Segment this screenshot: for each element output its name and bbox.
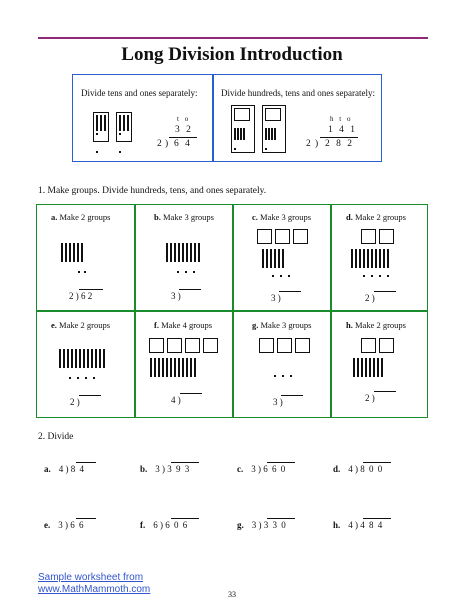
footer-line2[interactable]: www.MathMammoth.com [38, 584, 151, 595]
intro-right-bracket: ) [315, 139, 319, 149]
cell-g-bar [281, 395, 303, 396]
intro-right-bar [320, 137, 358, 138]
cell-a-header: a. Make 2 groups [51, 212, 111, 222]
problem-d: d. 4 ) 8 0 0 [333, 464, 384, 474]
cell-e-tens [59, 349, 107, 368]
cell-g-ones [274, 375, 298, 393]
page-title: Long Division Introduction [121, 44, 343, 65]
cell-a-tens [61, 243, 85, 262]
cell-h-tens [353, 358, 385, 377]
cell-h-bar [374, 391, 396, 392]
cell-f-bar [180, 393, 202, 394]
problem-e-bar [76, 518, 96, 519]
section2-heading: 2. Divide [38, 432, 74, 442]
problem-c-bar [267, 462, 295, 463]
cell-b-bar [179, 289, 201, 290]
intro-right-divisor: 2 [306, 139, 313, 149]
cell-g-problem: 3 ) [273, 397, 283, 407]
intro-left-bracket: ) [165, 139, 169, 149]
cell-h-problem: 2 ) [365, 393, 375, 403]
cell-b-ones [177, 271, 201, 289]
cell-c-header: c. Make 3 groups [252, 212, 312, 222]
footer-line1[interactable]: Sample worksheet from [38, 572, 144, 583]
intro-right-blocks [231, 105, 286, 153]
cell-c-bar [279, 291, 301, 292]
problem-g: g. 3 ) 3 3 0 [237, 520, 287, 530]
cell-e-header: e. Make 2 groups [51, 320, 111, 330]
intro-left-caption: Divide tens and ones separately: [81, 88, 198, 98]
cell-h-header: h. Make 2 groups [346, 320, 406, 330]
grid-line [37, 310, 427, 312]
cell-d-header: d. Make 2 groups [346, 212, 406, 222]
intro-right-caption: Divide hundreds, tens and ones separately: [221, 88, 375, 98]
cell-d-tens [351, 249, 391, 268]
cell-d-bar [374, 291, 396, 292]
intro-left-dividend: 6 4 [174, 139, 192, 149]
problem-c: c. 3 ) 6 6 0 [237, 464, 287, 474]
section1-heading: 1. Make groups. Divide hundreds, tens, and ones separately. [38, 186, 267, 196]
cell-f-problem: 4 ) [171, 395, 181, 405]
problem-h: h. 4 ) 4 8 4 [333, 520, 384, 530]
cell-c-tens [262, 249, 286, 268]
groups-grid [36, 204, 428, 418]
problem-b: b. 3 ) 3 9 3 [140, 464, 191, 474]
cell-g-hundreds [259, 338, 313, 356]
cell-b-problem: 3 ) [171, 291, 181, 301]
top-rule [38, 37, 428, 39]
cell-b-header: b. Make 3 groups [154, 212, 214, 222]
problem-f: f. 6 ) 6 0 6 [140, 520, 189, 530]
cell-e-problem: 2 ) [70, 397, 80, 407]
cell-e-ones [69, 377, 101, 395]
cell-d-problem: 2 ) [365, 293, 375, 303]
intro-divider [212, 75, 214, 161]
problem-f-bar [171, 518, 199, 519]
cell-e-bar [79, 395, 101, 396]
page-number: 33 [228, 590, 236, 599]
intro-right-places: h t o [330, 115, 353, 123]
intro-left-blocks [93, 112, 132, 169]
cell-c-problem: 3 ) [271, 293, 281, 303]
intro-left-bar [169, 137, 197, 138]
problem-b-bar [171, 462, 199, 463]
problem-g-bar [267, 518, 295, 519]
intro-left-places: t o [177, 115, 191, 123]
cell-c-hundreds [257, 229, 311, 247]
problem-h-bar [363, 518, 391, 519]
intro-left-quotient: 3 2 [175, 125, 193, 135]
intro-left-divisor: 2 [157, 139, 164, 149]
cell-g-header: g. Make 3 groups [252, 320, 312, 330]
cell-a-bar [79, 289, 103, 290]
problem-a-bar [76, 462, 96, 463]
problem-d-bar [363, 462, 391, 463]
intro-right-quotient: 1 4 1 [328, 125, 357, 135]
cell-h-hundreds [361, 338, 397, 356]
problem-e: e. 3 ) 6 6 [44, 520, 85, 530]
problem-a: a. 4 ) 8 4 [44, 464, 85, 474]
cell-a-ones [78, 271, 92, 289]
cell-f-tens [150, 358, 198, 377]
cell-a-problem: 2 ) 6 2 [69, 291, 93, 301]
cell-d-hundreds [361, 229, 397, 247]
cell-f-header: f. Make 4 groups [154, 320, 213, 330]
cell-f-hundreds [149, 338, 221, 356]
cell-b-tens [166, 243, 202, 262]
intro-right-dividend: 2 8 2 [325, 139, 354, 149]
intro-example-box [72, 74, 382, 162]
